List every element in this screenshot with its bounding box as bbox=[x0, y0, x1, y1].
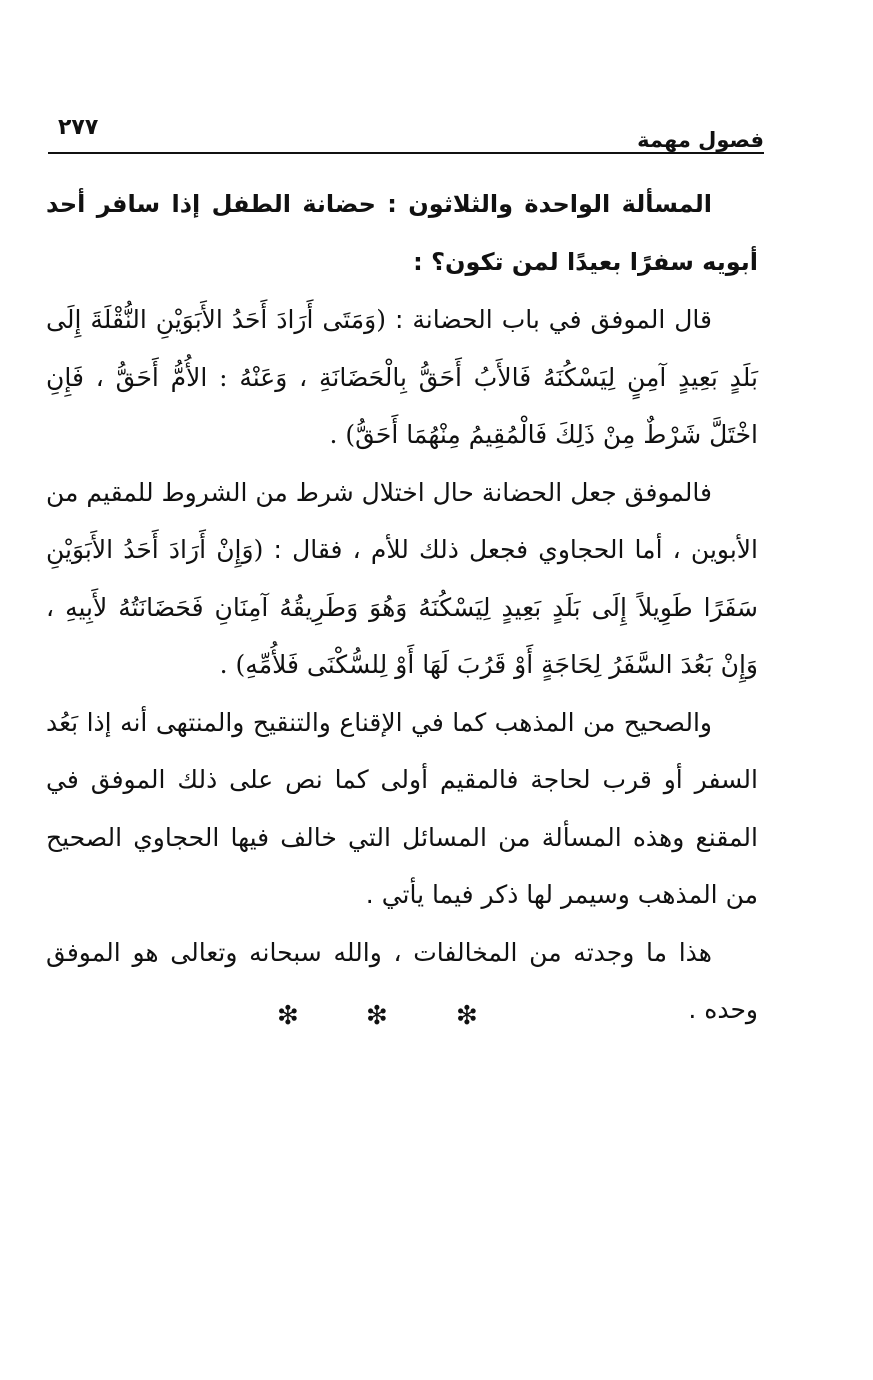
ornament-star-icon: ❇ bbox=[456, 1001, 478, 1031]
ornament-star-icon: ❇ bbox=[366, 1001, 388, 1031]
header-divider bbox=[48, 152, 764, 154]
paragraph-intro-text: قال الموفق في باب الحضانة : bbox=[386, 305, 712, 334]
section-heading: المسألة الواحدة والثلاثون : حضانة الطفل إذا سافر أحد أبويه سفرًا بعيدًا لمن تكون؟ : bbox=[46, 190, 758, 276]
quoted-text: (وَمَتَى أَرَادَ أَحَدُ الأَبَوَيْنِ النُّقْلَةَ إِلَى بَلَدٍ بَعِيدٍ آمِنٍ لِيَسْكُنَهُ فَالأَبُ أَحَقُّ بِالْحَضَانَةِ ، وَعَنْهُ : الأُمُّ أَحَقُّ ، فَإِنِ اخْتَلَّ شَرْطٌ مِنْ ذَلِكَ فَالْمُقِيمُ مِنْهُمَا أَحَقُّ) . bbox=[46, 305, 758, 449]
paragraph-muwaffaq-quote bbox=[46, 291, 758, 464]
quoted-text: (وَإِنْ أَرَادَ أَحَدُ الأَبَوَيْنِ سَفَرًا طَوِيلاً إِلَى بَلَدٍ بَعِيدٍ لِيَسْكُنَهُ وَهُوَ وَطَرِيقُهُ آمِنَانِ فَحَضَانَتُهُ لأَبِيهِ ، وَإِنْ بَعُدَ السَّفَرُ لِحَاجَةٍ أَوْ قَرُبَ لَهَا أَوْ لِلسُّكْنَى فَلأُمِّهِ) . bbox=[46, 535, 758, 679]
page-number: ٢٧٧ bbox=[58, 115, 99, 140]
page-header bbox=[48, 112, 764, 156]
paragraph-correct-view: والصحيح من المذهب كما في الإقناع والتنقيح والمنتهى أنه إذا بَعُد السفر أو قرب لحاجة فالمقيم أولى كما نص على ذلك الموفق في المقنع وهذه المسألة من المسائل التي خالف فيها الحجاوي الصحيح من المذهب وسيمر لها ذكر فيما يأتي . bbox=[46, 707, 758, 909]
paragraph-hajjawi-quote bbox=[46, 464, 758, 694]
ornament-star-icon: ❇ bbox=[277, 1001, 299, 1031]
section-end-ornaments bbox=[0, 996, 873, 1036]
running-title: فصول مهمة bbox=[637, 128, 764, 152]
paragraph-intro-text: فالموفق جعل الحضانة حال اختلال شرط من الشروط للمقيم من الأبوين ، أما الحجاوي فجعل ذلك للأم ، فقال : bbox=[46, 477, 758, 564]
paragraph-closing: هذا ما وجدته من المخالفات ، والله سبحانه وتعالى هو الموفق وحده . bbox=[46, 937, 758, 1024]
page-body bbox=[46, 176, 758, 1039]
